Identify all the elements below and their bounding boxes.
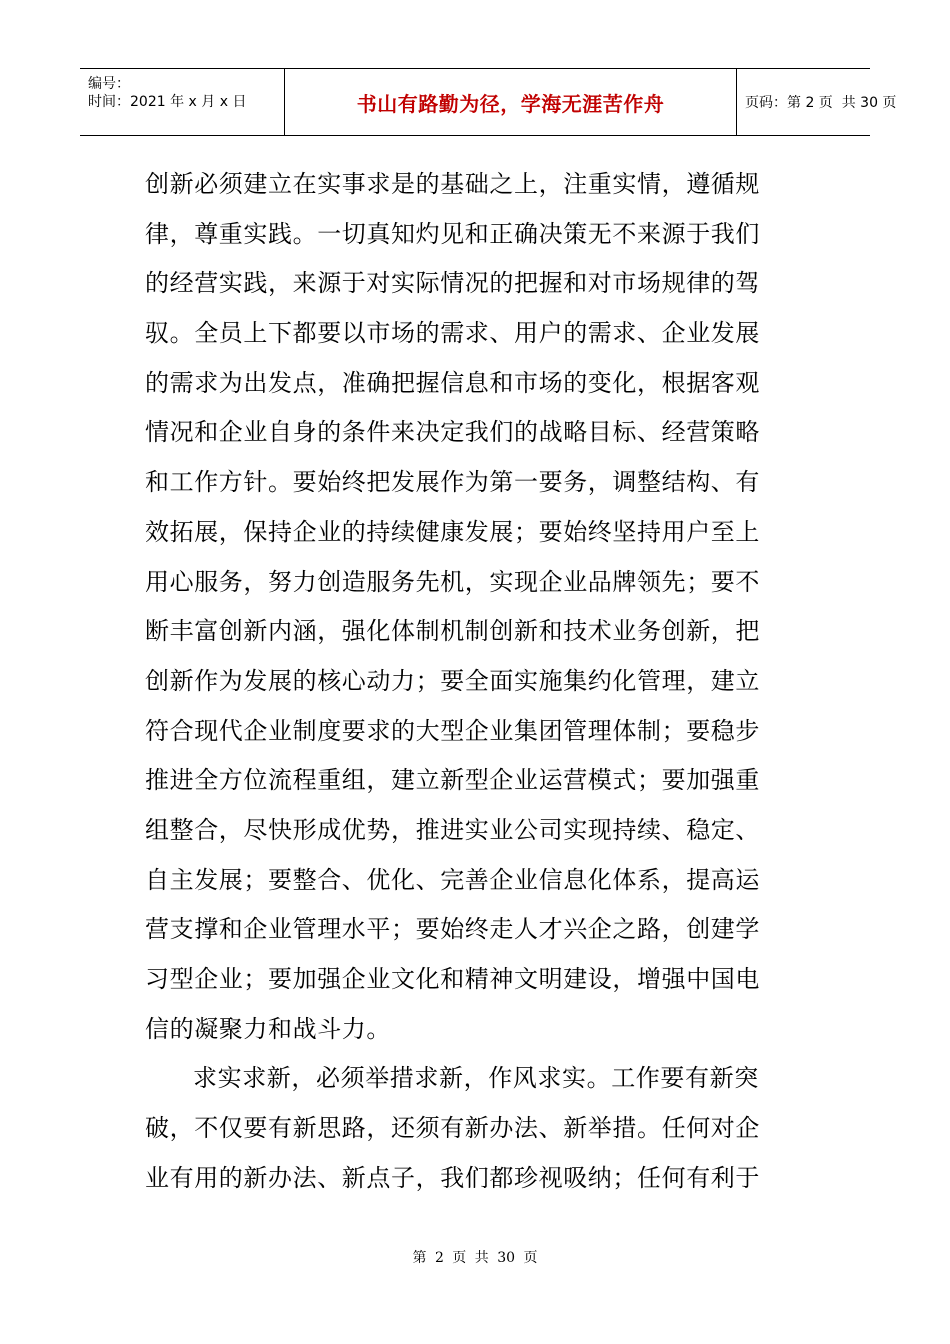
page-footer: 第 2 页 共 30 页 xyxy=(412,1250,538,1266)
body-line: 的经营实践，来源于对实际情况的把握和对市场规律的驾 xyxy=(145,269,760,298)
header-meta-cell xyxy=(80,69,285,135)
document-date-label: 时间：2021 年 x 月 x 日 xyxy=(88,94,247,110)
body-line: 断丰富创新内涵，强化体制机制创新和技术业务创新，把 xyxy=(145,617,760,646)
body-line: 和工作方针。要始终把发展作为第一要务，调整结构、有 xyxy=(145,468,760,497)
body-line: 自主发展；要整合、优化、完善企业信息化体系，提高运 xyxy=(145,865,760,894)
body-line: 创新作为发展的核心动力；要全面实施集约化管理，建立 xyxy=(145,666,760,695)
body-line: 业有用的新办法、新点子，我们都珍视吸纳；任何有利于 xyxy=(145,1163,760,1192)
paragraph-start-line: 求实求新，必须举措求新，作风求实。工作要有新突 xyxy=(193,1064,759,1093)
body-line: 符合现代企业制度要求的大型企业集团管理体制；要稳步 xyxy=(145,716,760,745)
body-line: 律，尊重实践。一切真知灼见和正确决策无不来源于我们 xyxy=(145,219,760,248)
document-body xyxy=(145,160,810,1203)
body-line: 情况和企业自身的条件来决定我们的战略目标、经营策略 xyxy=(145,418,760,447)
header-motto: 书山有路勤为径，学海无涯苦作舟 xyxy=(356,91,665,116)
body-line: 破，不仅要有新思路，还须有新办法、新举措。任何对企 xyxy=(145,1114,760,1143)
body-line: 用心服务，努力创造服务先机，实现企业品牌领先；要不 xyxy=(145,567,760,596)
body-line: 推进全方位流程重组，建立新型企业运营模式；要加强重 xyxy=(145,766,760,795)
body-line: 创新必须建立在实事求是的基础之上，注重实情，遵循规 xyxy=(145,170,760,198)
header-page-cell xyxy=(737,69,897,135)
body-line: 效拓展，保持企业的持续健康发展；要始终坚持用户至上 xyxy=(145,517,760,546)
body-line: 营支撑和企业管理水平；要始终走人才兴企之路，创建学 xyxy=(145,915,760,944)
body-line: 驭。全员上下都要以市场的需求、用户的需求、企业发展 xyxy=(145,319,760,348)
header-page-info: 页码：第 2 页 共 30 页 xyxy=(745,95,897,111)
document-number-label: 编号： xyxy=(88,76,130,92)
body-line: 习型企业；要加强企业文化和精神文明建设，增强中国电 xyxy=(145,965,760,993)
body-line: 的需求为出发点，准确把握信息和市场的变化，根据客观 xyxy=(145,368,760,397)
body-line: 组整合，尽快形成优势，推进实业公司实现持续、稳定、 xyxy=(145,815,760,844)
document-header xyxy=(80,68,897,136)
body-line: 信的凝聚力和战斗力。 xyxy=(145,1014,391,1043)
header-motto-cell xyxy=(285,69,737,135)
